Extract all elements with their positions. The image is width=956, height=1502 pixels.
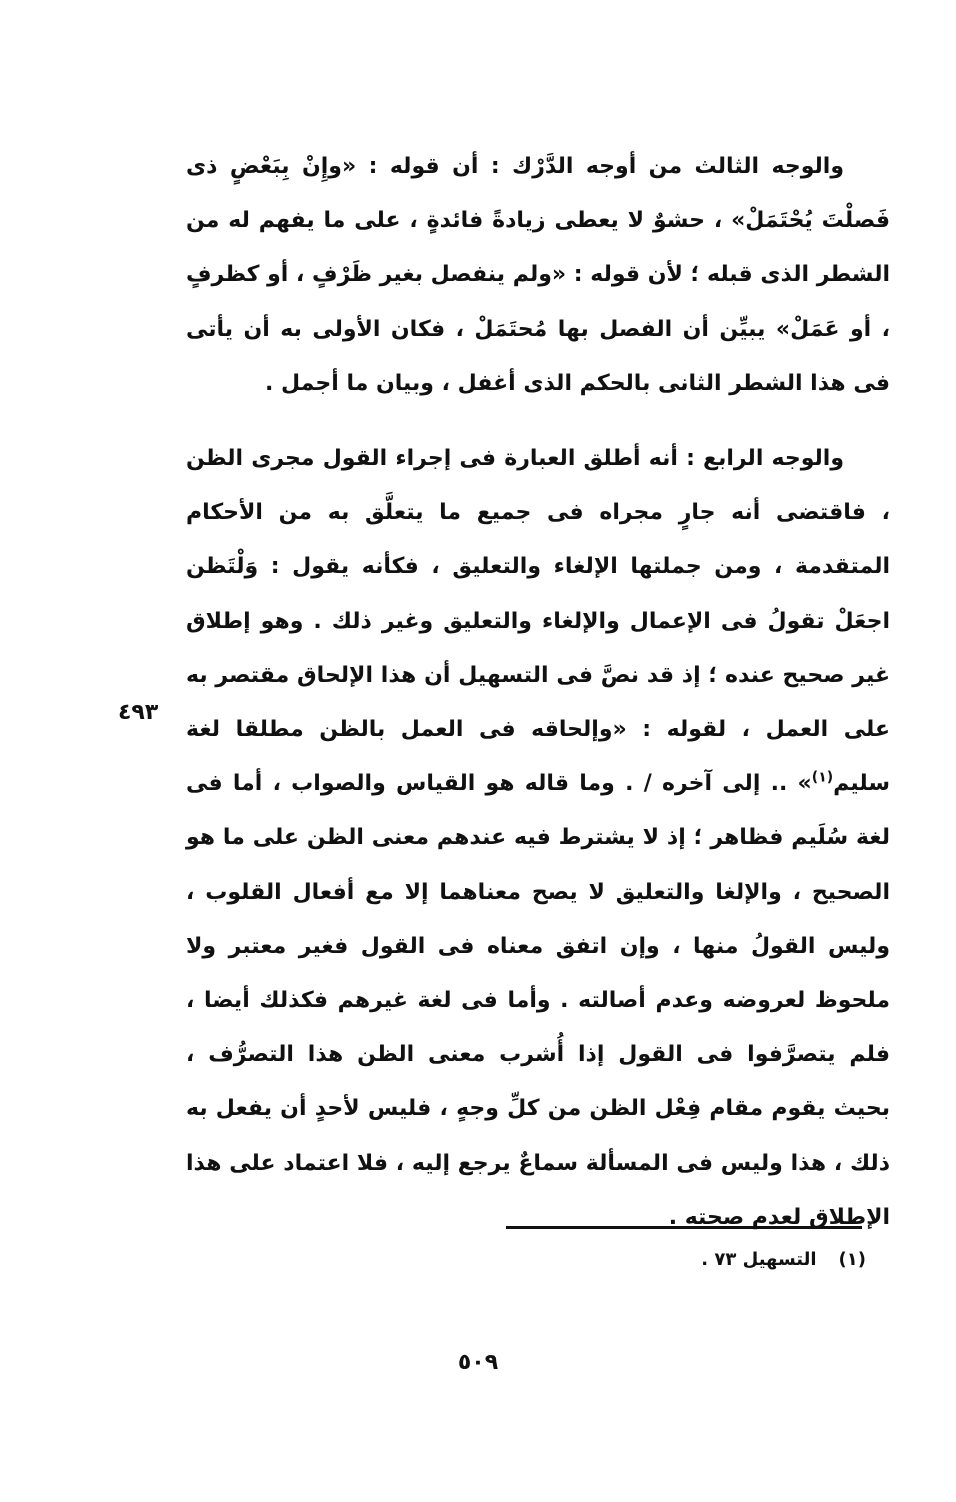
footnote-marker: (١) bbox=[838, 1249, 866, 1270]
paragraph-third-aspect: والوجه الثالث من أوجه الدَّرْك : أن قوله : «وإِنْ بِبَعْضٍ ذى فَصلْتَ يُحْتَمَلْ» ، حشوٌ لا يعطى زيادةً فائدةٍ ، على ما يفهم له من الشطر الذى قبله ؛ لأن قوله : «ولم ينفصل بغير ظَرْفٍ ، أو كظرفٍ ، أو عَمَلْ» يبيِّن أن الفصل بها مُحتَمَلْ ، فكان الأولى به أن يأتى فى هذا الشطر الثانى بالحكم الذى أغفل ، وبيان ما أجمل . bbox=[186, 154, 890, 396]
footnote bbox=[560, 1248, 866, 1272]
paragraph-text: والوجه الرابع : أنه أطلق العبارة فى إجراء القول مجرى الظن ، فاقتضى أنه جارٍ مجراه فى جميع ما يتعلَّق به من الأحكام المتقدمة ، ومن جملتها الإلغاء والتعليق ، فكأنه يقول : وَلْتَظن اجعَلْ تقولُ فى الإعمال والإلغاء والتعليق وغير ذلك . وهو إطلاق غير صحيح عنده ؛ إذ قد نصَّ فى التسهيل أن هذا الإلحاق مقتصر به على العمل ، لقوله : «وإلحاقه فى العمل بالظن مطلقا لغة سليم bbox=[186, 446, 890, 797]
manuscript-folio-number: ٤٩٣ bbox=[118, 700, 159, 725]
paragraph-text-continued: » .. إلى آخره / . وما قاله هو القياس والصواب ، أما فى لغة سُلَيم فظاهر ؛ إذ لا يشترط فيه عندهم معنى الظن على ما هو الصحيح ، والإلغا والتعليق لا يصح معناهما إلا مع أفعال القلوب ، وليس القولُ منها ، وإن اتفق معناه فى القول فغير معتبر ولا ملحوظ لعروضه وعدم أصالته . وأما فى لغة غيرهم فكذلك أيضا ، فلم يتصرَّفوا فى القول إذا أُشرب معنى الظن هذا التصرُّف ، بحيث يقوم مقام فِعْل الظن من كلِّ وجهٍ ، فليس لأحدٍ أن يفعل به ذلك ، هذا وليس فى المسألة سماعٌ يرجع إليه ، فلا اعتماد على هذا الإطلاق لعدم صحته . bbox=[186, 771, 890, 1230]
page-number: ٥٠٩ bbox=[457, 1350, 499, 1375]
footnote-reference[interactable]: (١) bbox=[811, 769, 834, 786]
footnote-divider bbox=[506, 1226, 862, 1229]
footnote-text: التسهيل ٧٣ . bbox=[701, 1249, 817, 1270]
paragraph-fourth-aspect bbox=[186, 432, 890, 1245]
body-text bbox=[186, 140, 890, 1245]
